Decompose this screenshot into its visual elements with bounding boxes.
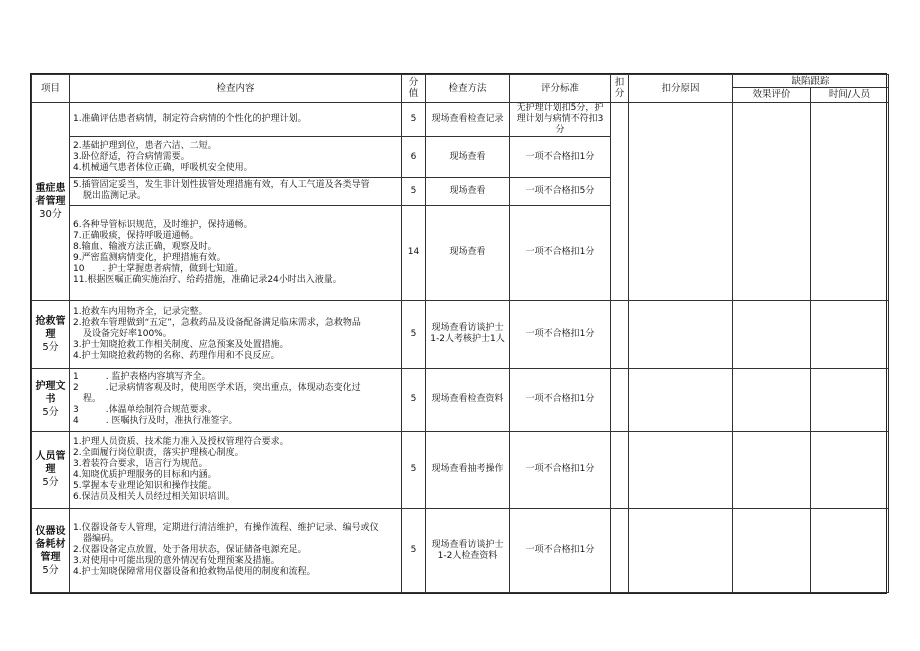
category-critical-care — [32, 102, 70, 300]
effect-cell[interactable] — [733, 102, 811, 300]
category-equipment — [32, 509, 70, 593]
deduct-cell[interactable] — [611, 431, 629, 509]
category-score: 5分 — [42, 341, 59, 353]
points-cell: 5 — [402, 369, 426, 431]
method-cell: 现场查看抽考操作 — [426, 431, 510, 509]
check-items — [70, 431, 402, 509]
header-time-person: 时间/人员 — [811, 88, 889, 102]
header-method: 检查方法 — [426, 75, 510, 103]
check-item: 4.机械通气患者体位正确，呼吸机安全使用。 — [73, 162, 253, 173]
reason-cell[interactable] — [629, 300, 733, 368]
effect-cell[interactable] — [733, 431, 811, 509]
check-item: 1.抢救车内用物齐全，记录完整。 — [73, 306, 208, 317]
reason-cell[interactable] — [629, 102, 733, 300]
header-reason: 扣分原因 — [629, 75, 733, 103]
check-item: 8.输血、输液方法正确，观察及时。 — [73, 241, 217, 252]
effect-cell[interactable] — [733, 509, 811, 593]
points-cell: 5 — [402, 431, 426, 509]
check-item: 1.准确评估患者病情，制定符合病情的个性化的护理计划。 — [73, 113, 307, 124]
check-item: 6.各种导管标识规范，及时维护，保持通畅。 — [73, 219, 253, 230]
standard-cell: 一项不合格扣5分 — [510, 178, 611, 206]
check-item: 4.护士知晓抢救药物的名称、药理作用和不良反应。 — [73, 350, 280, 361]
standard-cell: 一项不合格扣1分 — [510, 369, 611, 431]
deduct-cell[interactable] — [611, 102, 629, 300]
points-cell: 6 — [402, 137, 426, 178]
time-person-cell[interactable] — [811, 300, 889, 368]
category-name: 重症患者管理 — [35, 182, 66, 207]
method-cell: 现场查看 — [426, 205, 510, 300]
header-deduct: 扣分 — [611, 75, 629, 103]
category-score: 5分 — [42, 564, 59, 576]
check-item: 3.对使用中可能出现的意外情况有处理预案及措施。 — [73, 556, 280, 567]
header-points: 分值 — [402, 75, 426, 103]
check-item: 3.着装符合要求，语言行为规范。 — [73, 458, 208, 469]
check-item: 2.基础护理到位，患者六洁、二短。 — [73, 140, 217, 151]
points-cell: 5 — [402, 509, 426, 593]
reason-cell[interactable] — [629, 509, 733, 593]
points-cell: 5 — [402, 102, 426, 137]
check-items — [70, 137, 402, 178]
check-item: 2.抢救车管理做到“五定”，急救药品及设备配备满足临床需求，急救物品 — [73, 317, 361, 328]
check-item: 7.正确吸痰，保持呼吸道通畅。 — [73, 230, 199, 241]
check-item: 程。 — [83, 394, 102, 405]
standard-cell: 一项不合格扣1分 — [510, 137, 611, 178]
check-item: 6.保洁员及相关人员经过相关知识培训。 — [73, 491, 235, 502]
check-items — [70, 205, 402, 300]
check-item: 器编码。 — [83, 534, 120, 545]
time-person-cell[interactable] — [811, 369, 889, 431]
method-cell: 现场查看访谈护士1-2人考核护士1人 — [426, 300, 510, 368]
check-item: 4 . 医嘱执行及时，准执行准签字。 — [73, 416, 238, 427]
standard-cell: 一项不合格扣1分 — [510, 300, 611, 368]
points-cell: 5 — [402, 300, 426, 368]
check-item: 1 . 监护表格内容填写齐全。 — [73, 372, 211, 383]
header-tracking: 缺陷跟踪 — [733, 75, 889, 88]
method-cell: 现场查看访谈护士1-2人检查资料 — [426, 509, 510, 593]
check-item: 10 . 护士掌握患者病情，做到七知道。 — [73, 263, 244, 274]
deduct-cell[interactable] — [611, 509, 629, 593]
standard-cell: 一项不合格扣1分 — [510, 509, 611, 593]
check-item: 5.插管固定妥当，发生非计划性拔管处理措施有效，有人工气道及各类导管 — [73, 180, 370, 191]
category-emergency — [32, 300, 70, 368]
check-item: 2 .记录病情客观及时，使用医学术语，突出重点，体现动态变化过 — [73, 383, 361, 394]
header-effect: 效果评价 — [733, 88, 811, 102]
time-person-cell[interactable] — [811, 102, 889, 300]
reason-cell[interactable] — [629, 369, 733, 431]
check-item: 1.仪器设备专人管理，定期进行清洁维护，有操作流程、维护记录、编号或仪 — [73, 523, 379, 534]
check-item: 2.全面履行岗位职责，落实护理核心制度。 — [73, 447, 244, 458]
inspection-table — [31, 74, 889, 593]
check-items — [70, 509, 402, 593]
method-cell: 现场查看 — [426, 137, 510, 178]
header-item: 项目 — [32, 75, 70, 103]
check-item: 2.仪器设备定点放置，处于备用状态，保证储备电源充足。 — [73, 545, 307, 556]
category-name: 护理文书 — [35, 381, 66, 406]
time-person-cell[interactable] — [811, 509, 889, 593]
check-items — [70, 369, 402, 431]
check-item: 4.知晓优质护理服务的目标和内涵。 — [73, 469, 217, 480]
method-cell: 现场查看检查记录 — [426, 102, 510, 137]
effect-cell[interactable] — [733, 300, 811, 368]
check-item: 4.护士知晓保障常用仪器设备和抢救物品使用的制度和流程。 — [73, 567, 316, 578]
method-cell: 现场查看检查资料 — [426, 369, 510, 431]
category-score: 5分 — [42, 407, 59, 419]
check-item: 及设备完好率100%。 — [83, 328, 172, 339]
check-items — [70, 178, 402, 206]
check-item: 脱出监测记录。 — [83, 191, 147, 202]
check-item: 3.护士知晓抢救工作相关制度、应急预案及处置措施。 — [73, 339, 289, 350]
method-cell: 现场查看 — [426, 178, 510, 206]
check-item: 3.卧位舒适，符合病情需要。 — [73, 151, 190, 162]
category-name: 抢救管理 — [35, 315, 66, 340]
check-items — [70, 102, 402, 137]
check-items — [70, 300, 402, 368]
category-score: 5分 — [42, 477, 59, 489]
deduct-cell[interactable] — [611, 369, 629, 431]
category-nursing-docs — [32, 369, 70, 431]
standard-cell: 无护理计划扣5分，护理计划与病情不符扣3分 — [510, 102, 611, 137]
header-standard: 评分标准 — [510, 75, 611, 103]
check-item: 11.根据医嘱正确实施治疗、给药措施，准确记录24小时出入液量。 — [73, 274, 342, 285]
category-score: 30分 — [39, 208, 62, 220]
effect-cell[interactable] — [733, 369, 811, 431]
check-item: 1.护理人员资质、技术能力准入及授权管理符合要求。 — [73, 436, 289, 447]
deduct-cell[interactable] — [611, 300, 629, 368]
check-item: 9.严密监测病情变化，护理措施有效。 — [73, 252, 226, 263]
inspection-form — [30, 73, 887, 594]
check-item: 3 .体温单绘制符合规范要求。 — [73, 405, 217, 416]
points-cell: 5 — [402, 178, 426, 206]
check-item: 5.掌握本专业理论知识和操作技能。 — [73, 480, 217, 491]
standard-cell: 一项不合格扣1分 — [510, 205, 611, 300]
category-name: 人员管理 — [35, 451, 66, 476]
points-cell: 14 — [402, 205, 426, 300]
header-content: 检查内容 — [70, 75, 402, 103]
reason-cell[interactable] — [629, 431, 733, 509]
category-staff — [32, 431, 70, 509]
category-name: 仪器设备耗材管理 — [35, 525, 66, 563]
standard-cell: 一项不合格扣1分 — [510, 431, 611, 509]
time-person-cell[interactable] — [811, 431, 889, 509]
